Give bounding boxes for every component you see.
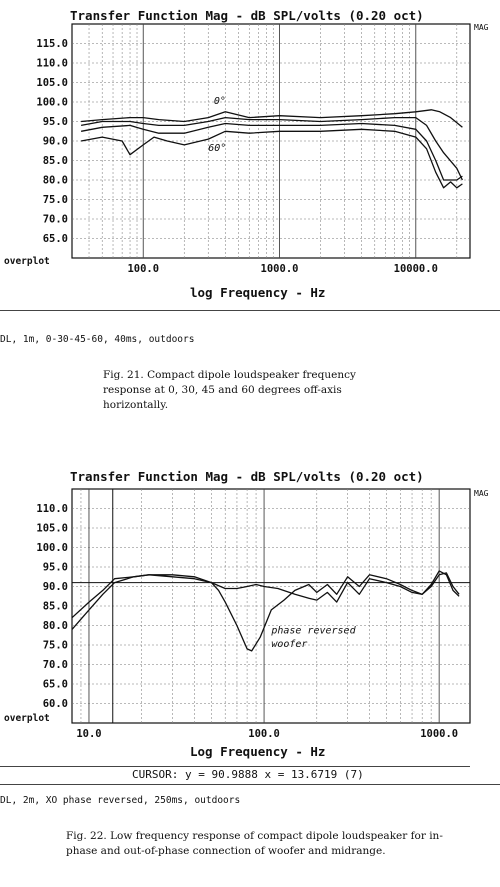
chart1-y-tick-label: 100.0 — [36, 96, 68, 109]
cursor-rule-top — [0, 766, 470, 767]
chart2-y-tick-label: 105.0 — [36, 522, 68, 535]
chart2-plot-frame — [72, 489, 470, 723]
chart1-y-tick-label: 80.0 — [42, 174, 68, 187]
chart2-annotation: woofer — [271, 638, 308, 650]
chart1-x-tick-label: 100.0 — [127, 263, 160, 275]
chart2-overplot-label: overplot — [4, 713, 50, 724]
chart2-x-tick-label: 100.0 — [248, 728, 280, 740]
chart2-side-label: MAG — [474, 489, 489, 498]
chart2-y-tick-label: 85.0 — [42, 600, 68, 613]
chart1-y-tick-label: 65.0 — [42, 233, 68, 245]
chart1-y-tick-label: 95.0 — [42, 116, 68, 128]
chart1-overplot-label: overplot — [4, 256, 50, 267]
chart1-note: DL, 1m, 0-30-45-60, 40ms, outdoors — [0, 334, 195, 345]
chart1-y-tick-label: 110.0 — [36, 57, 68, 70]
chart1-y-tick-label: 85.0 — [42, 155, 68, 167]
chart2-y-tick-label: 110.0 — [36, 503, 68, 515]
chart1-x-axis-label: log Frequency - Hz — [190, 285, 326, 300]
chart2-y-tick-label: 90.0 — [42, 581, 68, 593]
chart1-y-tick-label: 90.0 — [42, 135, 68, 148]
figure-21-caption: Fig. 21. Compact dipole loudspeaker frequency response at 0, 30, 45 and 60 degrees off-axis horizontally. — [103, 369, 356, 411]
chart2-y-tick-label: 100.0 — [36, 542, 68, 554]
chart1-side-label: MAG — [474, 23, 489, 32]
cursor-readout: CURSOR: y = 90.9888 x = 13.6719 (7) — [132, 768, 364, 781]
chart2-title: Transfer Function Mag - dB SPL/volts (0.20 oct) — [70, 469, 424, 484]
cursor-rule-bottom — [0, 784, 500, 785]
chart2-y-tick-label: 70.0 — [42, 659, 68, 671]
chart2-x-tick-label: 1000.0 — [420, 728, 459, 740]
chart2-y-tick-label: 65.0 — [42, 678, 68, 691]
chart1-annotation: 60° — [208, 142, 227, 154]
chart1-x-tick-label: 10000.0 — [393, 263, 438, 275]
chart1-y-tick-label: 115.0 — [36, 38, 68, 50]
chart1-x-tick-label: 1000.0 — [260, 263, 299, 275]
chart2-y-tick-label: 75.0 — [42, 639, 68, 652]
chart2-note: DL, 2m, XO phase reversed, 250ms, outdoors — [0, 795, 241, 806]
figure-22-caption: Fig. 22. Low frequency response of compact dipole loudspeaker for in-phase and out-of-phase connection of woofer and midrange. — [66, 830, 443, 857]
chart1-y-tick-label: 70.0 — [42, 213, 68, 226]
chart2-y-tick-label: 80.0 — [42, 620, 68, 632]
chart1-annotation: 0° — [213, 95, 226, 107]
chart2-x-axis-label: Log Frequency - Hz — [190, 744, 326, 759]
chart2-x-tick-label: 10.0 — [76, 728, 102, 740]
chart1-title: Transfer Function Mag - dB SPL/volts (0.20 oct) — [70, 8, 424, 23]
chart2-y-tick-label: 95.0 — [42, 561, 68, 574]
chart2-y-tick-label: 60.0 — [42, 698, 68, 710]
chart2-series-2-line — [72, 573, 459, 618]
chart2-annotation: phase reversed — [271, 625, 356, 637]
chart1-y-tick-label: 105.0 — [36, 77, 68, 89]
chart1-y-tick-label: 75.0 — [42, 194, 68, 206]
